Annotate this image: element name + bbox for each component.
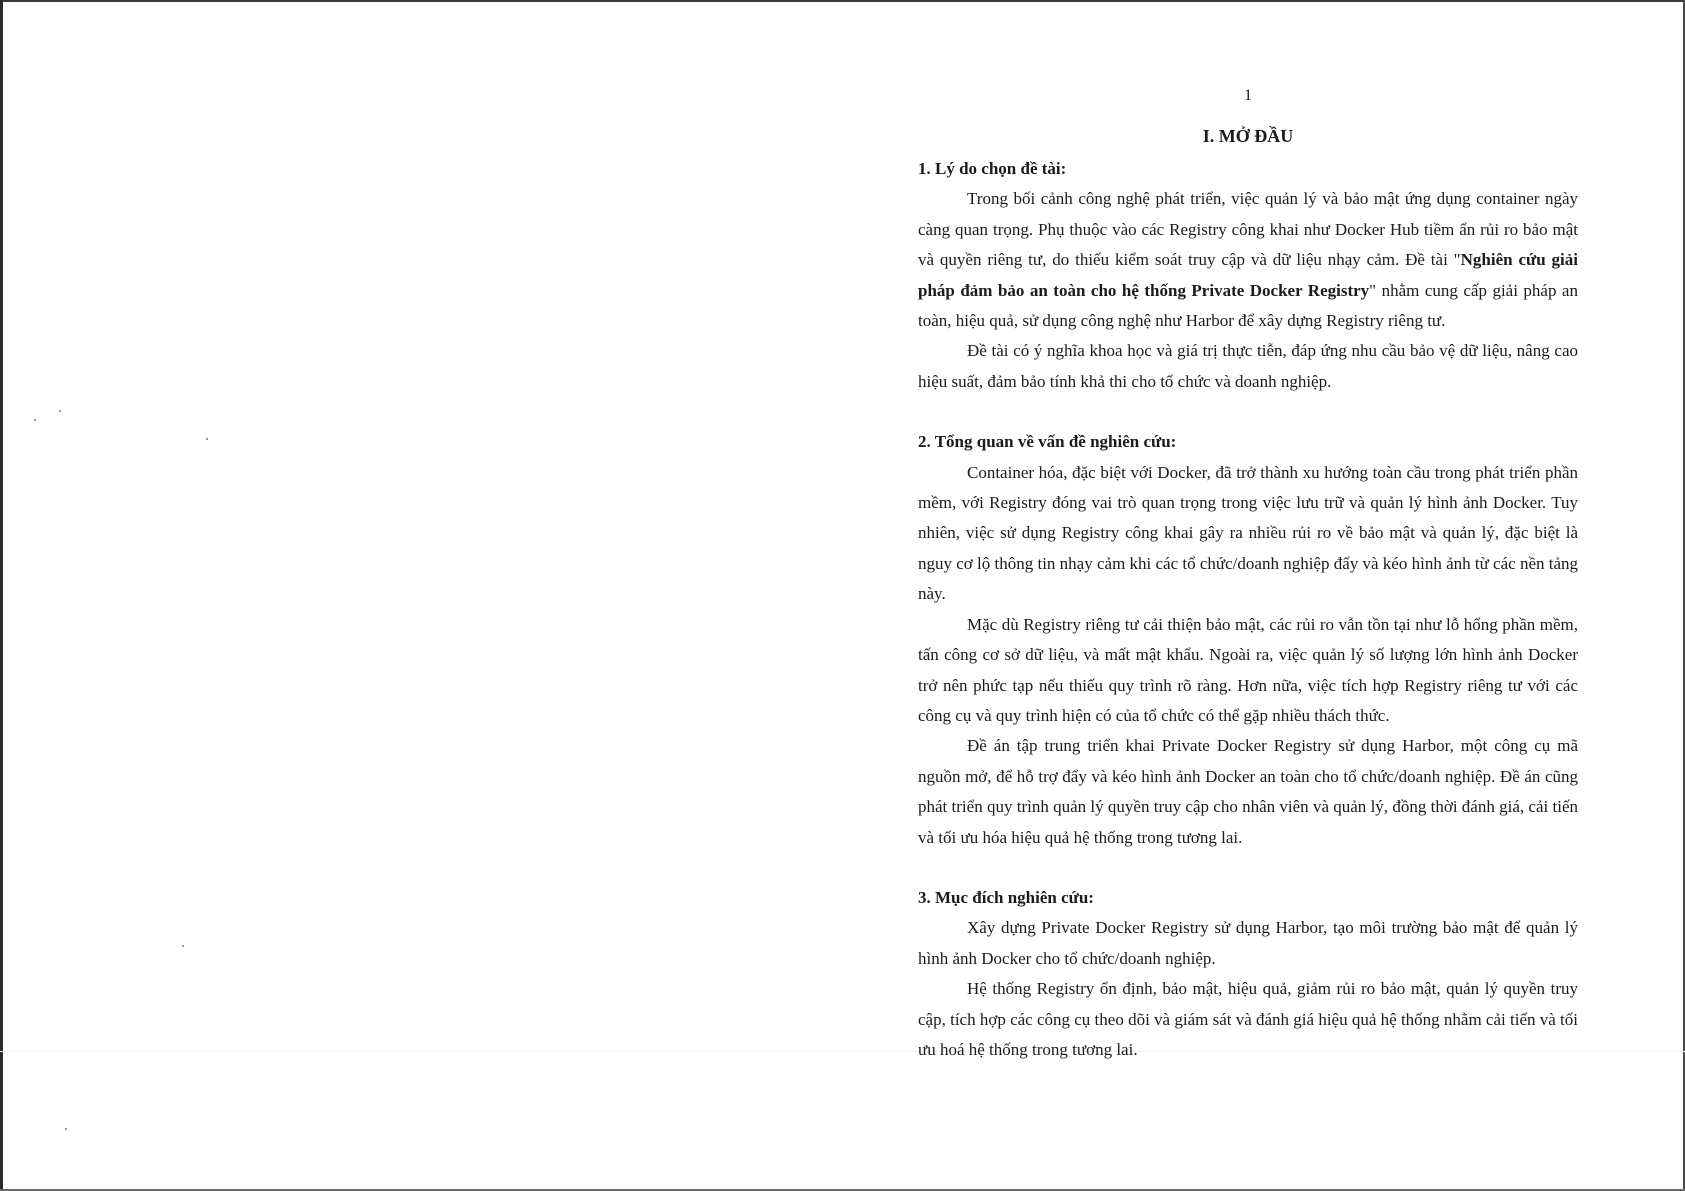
scan-speck (59, 410, 61, 412)
scan-speck (206, 438, 208, 440)
thesis-title-bold: Nghiên cứu giải pháp đảm bảo an toàn cho hệ thống Private Docker Registry (918, 250, 1578, 300)
scan-speck (65, 1128, 67, 1130)
section-overview (918, 427, 1578, 853)
paragraph: Hệ thống Registry ổn định, bảo mật, hiệu quả, giảm rủi ro bảo mật, quản lý quyền truy cập, tích hợp các công cụ theo dõi và giám sát và đánh giá hiệu quả hệ thống nhằm cải tiến và tối ưu hoá hệ thống trong tương lai. (918, 979, 1578, 1059)
paragraph: Đề tài có ý nghĩa khoa học và giá trị thực tiễn, đáp ứng nhu cầu bảo vệ dữ liệu, nâng cao hiệu suất, đảm bảo tính khả thi cho tổ chức và doanh nghiệp. (918, 341, 1578, 391)
scan-edge-left (0, 0, 3, 1191)
section-purpose (918, 883, 1578, 1065)
section-heading: 3. Mục đích nghiên cứu: (918, 887, 1094, 907)
section-gap (918, 853, 1578, 883)
paragraph: Xây dựng Private Docker Registry sử dụng Harbor, tạo môi trường bảo mật để quản lý hình ảnh Docker cho tổ chức/doanh nghiệp. (918, 918, 1578, 968)
scan-speck (34, 419, 36, 421)
paragraph: Đề án tập trung triển khai Private Docker Registry sử dụng Harbor, một công cụ mã nguồn mở, để hỗ trợ đẩy và kéo hình ảnh Docker an toàn cho tổ chức/doanh nghiệp. Đề án cũng phát triển quy trình quản lý quyền truy cập cho nhân viên và quản lý, đồng thời đánh giá, cải tiến và tối ưu hóa hiệu quả hệ thống trong tương lai. (918, 736, 1578, 847)
scan-edge-top (0, 0, 1685, 2)
section-gap (918, 397, 1578, 427)
section-heading: 1. Lý do chọn đề tài: (918, 159, 1067, 178)
section-reason (918, 154, 1578, 397)
document-page (918, 82, 1578, 1065)
paragraph-text: " nhằm cung cấp giải pháp an toàn, hiệu quả, sử dụng công nghệ như Harbor để xây dựng Registry riêng tư. (918, 280, 1578, 331)
page-number: 1 (1244, 87, 1252, 104)
paragraph (918, 184, 1578, 336)
paragraph: Container hóa, đặc biệt với Docker, đã trở thành xu hướng toàn cầu trong phát triển phần mềm, với Registry đóng vai trò quan trọng trong việc lưu trữ và quản lý hình ảnh Docker. Tuy nhiên, việc sử dụng Registry công khai gây ra nhiều rủi ro về bảo mật và quản lý, đặc biệt là nguy cơ lộ thông tin nhạy cảm khi các tổ chức/doanh nghiệp đẩy và kéo hình ảnh từ các nền tảng này. (918, 462, 1579, 604)
section-heading: 2. Tổng quan về vấn đề nghiên cứu: (918, 432, 1177, 452)
chapter-title: I. MỞ ĐẦU (1202, 126, 1294, 146)
scan-speck (182, 945, 184, 947)
paragraph-text: Trong bối cảnh công nghệ phát triển, việc quản lý và bảo mật ứng dụng container ngày càng quan trọng. Phụ thuộc vào các Registry công khai như Docker Hub tiềm ẩn rủi ro bảo mật và quyền riêng tư, do thiếu kiểm soát truy cập và dữ liệu nhạy cảm. Đề tài " (918, 189, 1578, 270)
paragraph: Mặc dù Registry riêng tư cải thiện bảo mật, các rủi ro vẫn tồn tại như lỗ hổng phần mềm, tấn công cơ sở dữ liệu, và mất mật khẩu. Ngoài ra, việc quản lý số lượng lớn hình ảnh Docker trở nên phức tạp nếu thiếu quy trình rõ ràng. Hơn nữa, việc tích hợp Registry riêng tư với các công cụ và quy trình hiện có của tổ chức có thể gặp nhiều thách thức. (918, 614, 1578, 725)
